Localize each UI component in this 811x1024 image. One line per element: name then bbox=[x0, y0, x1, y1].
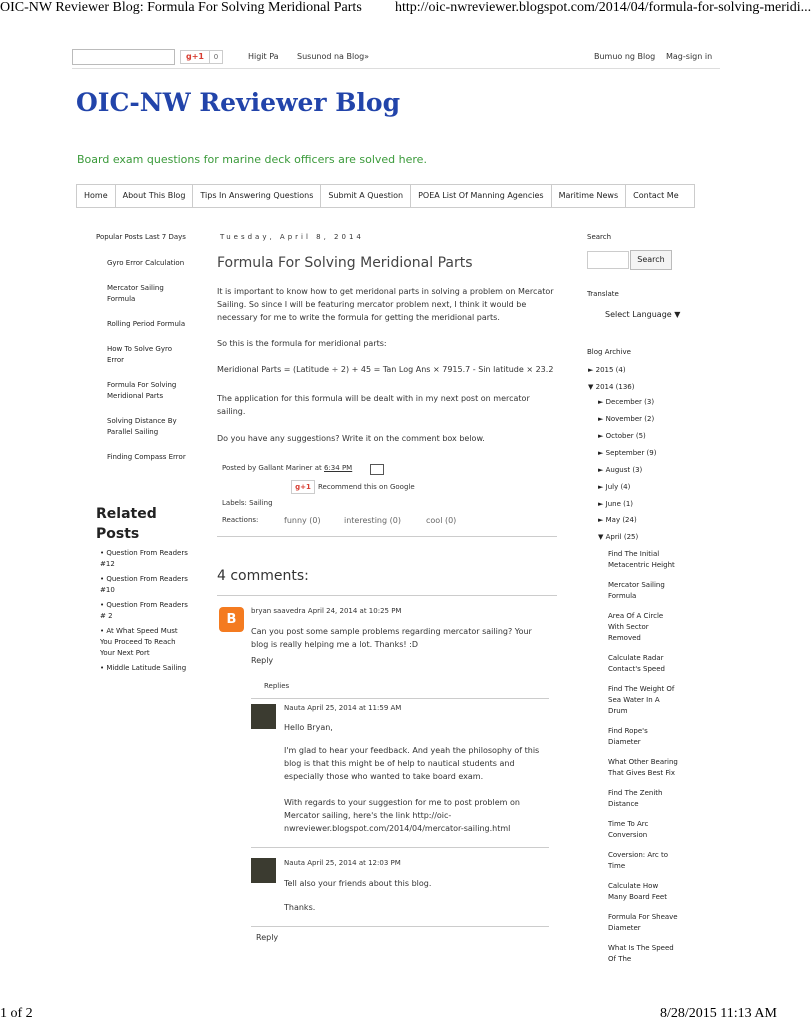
expand-arrow-icon: ► bbox=[598, 466, 604, 474]
archive-month-april[interactable]: ▼ April (25) bbox=[598, 533, 639, 541]
reply-text: Tell also your friends about this blog. bbox=[284, 879, 432, 888]
archive-post-link[interactable]: Mercator Sailing Formula bbox=[608, 581, 665, 600]
related-post-link[interactable]: • Question From Readers # 2 bbox=[100, 601, 188, 620]
search-button[interactable]: Search bbox=[630, 250, 672, 270]
related-post-link[interactable]: • Question From Readers #10 bbox=[100, 575, 188, 594]
search-input[interactable] bbox=[587, 251, 629, 269]
archive-month-october[interactable]: ► October (5) bbox=[598, 432, 646, 440]
archive-post-link[interactable]: Find The Zenith Distance bbox=[608, 789, 663, 808]
language-select[interactable]: Select Language ▼ bbox=[605, 310, 681, 319]
expand-arrow-icon: ► bbox=[598, 500, 604, 508]
archive-post-link[interactable]: Find The Initial Metacentric Height bbox=[608, 550, 675, 569]
translate-heading: Translate bbox=[587, 290, 619, 298]
print-url: http://oic-nwreviewer.blogspot.com/2014/04/formula-for-solving-meridi... bbox=[395, 0, 811, 15]
post-paragraph: Do you have any suggestions? Write it on the comment box below. bbox=[217, 434, 485, 443]
tab-contact[interactable]: Contact Me bbox=[633, 191, 679, 200]
reply-avatar[interactable] bbox=[251, 858, 276, 883]
reply-author[interactable]: Nauta April 25, 2014 at 12:03 PM bbox=[284, 859, 401, 867]
search-heading: Search bbox=[587, 233, 612, 241]
comment-reply-link[interactable]: Reply bbox=[256, 933, 279, 942]
archive-post-link[interactable]: Area Of A Circle With Sector Removed bbox=[608, 612, 664, 642]
post-formula: Meridional Parts = (Latitude ÷ 2) + 45 = Tan Log Ans × 7915.7 - Sin latitude × 23.2 bbox=[217, 365, 554, 374]
tab-poea-list[interactable]: POEA List Of Manning Agencies bbox=[411, 185, 552, 207]
navbar-search-input[interactable] bbox=[72, 49, 175, 65]
post-paragraph: It is important to know how to get meridonal parts in solving a problem on Mercator Sailing. So since I will be featuring mercator problem next, I think it would be necessary for me to write the formula for getting the meridional parts. bbox=[217, 287, 554, 322]
blogger-avatar[interactable] bbox=[219, 607, 244, 632]
reply-author[interactable]: Nauta April 25, 2014 at 11:59 AM bbox=[284, 704, 402, 712]
popular-post-link[interactable]: Rolling Period Formula bbox=[107, 320, 186, 328]
dropdown-arrow-icon: ▼ bbox=[674, 310, 681, 319]
email-post-icon[interactable] bbox=[370, 464, 384, 475]
archive-post-link[interactable]: Formula For Sheave Diameter bbox=[608, 913, 678, 932]
gplus-count: 0 bbox=[209, 50, 223, 64]
collapse-arrow-icon[interactable]: ▼ bbox=[588, 383, 594, 391]
replies-divider bbox=[251, 926, 549, 927]
archive-month-july[interactable]: ► July (4) bbox=[598, 483, 631, 491]
tab-about[interactable]: About This Blog bbox=[116, 185, 194, 207]
archive-post-link[interactable]: Calculate Radar Contact's Speed bbox=[608, 654, 665, 673]
post-timestamp-link[interactable]: 6:34 PM bbox=[324, 464, 353, 472]
archive-month-december[interactable]: ► December (3) bbox=[598, 398, 655, 406]
popular-post-link[interactable]: Formula For Solving Meridional Parts bbox=[107, 381, 177, 400]
navbar-more-link[interactable]: Higit Pa bbox=[248, 52, 279, 61]
blog-description: Board exam questions for marine deck officers are solved here. bbox=[77, 153, 427, 166]
popular-posts-heading: Popular Posts Last 7 Days bbox=[96, 233, 186, 241]
archive-year-2015[interactable]: ► 2015 (4) bbox=[588, 366, 626, 374]
popular-post-link[interactable]: Finding Compass Error bbox=[107, 453, 186, 461]
archive-post-link[interactable]: Find Rope's Diameter bbox=[608, 727, 648, 746]
april-post-list bbox=[608, 549, 678, 974]
comments-divider bbox=[217, 595, 557, 596]
post-title[interactable]: Formula For Solving Meridional Parts bbox=[217, 255, 473, 271]
expand-arrow-icon[interactable]: ► bbox=[588, 366, 594, 374]
tab-submit-question[interactable]: Submit A Question bbox=[321, 185, 411, 207]
archive-month-november[interactable]: ► November (2) bbox=[598, 415, 655, 423]
reply-text: I'm glad to hear your feedback. And yeah the philosophy of this blog is that this might be of help to nautical students and especially those who wanted to take board exam. bbox=[284, 746, 540, 781]
blog-title[interactable]: OIC-NW Reviewer Blog bbox=[76, 88, 401, 117]
popular-post-link[interactable]: Mercator Sailing Formula bbox=[107, 284, 164, 303]
comment-text: Can you post some sample problems regarding mercator sailing? Your blog is really helping me a lot. Thanks! :D bbox=[251, 627, 532, 649]
post-paragraph: So this is the formula for meridional parts: bbox=[217, 339, 387, 348]
archive-heading: Blog Archive bbox=[587, 348, 631, 356]
post-divider bbox=[217, 536, 557, 537]
popular-post-link[interactable]: How To Solve Gyro Error bbox=[107, 345, 173, 364]
recommend-text: Recommend this on Google bbox=[318, 483, 415, 491]
collapse-arrow-icon: ▼ bbox=[598, 533, 604, 541]
comment-reply-link[interactable]: Reply bbox=[251, 656, 274, 665]
tab-home[interactable]: Home bbox=[77, 185, 116, 207]
post-labels[interactable]: Labels: Sailing bbox=[222, 499, 273, 507]
navbar-next-blog-link[interactable]: Susunod na Blog» bbox=[297, 52, 370, 61]
popular-posts-list bbox=[107, 258, 187, 477]
blogger-navbar bbox=[72, 49, 720, 67]
archive-post-link[interactable]: Calculate How Many Board Feet bbox=[608, 882, 667, 901]
print-page-number: 1 of 2 bbox=[0, 1006, 33, 1021]
post-footer-author: Posted by Gallant Mariner at 6:34 PM bbox=[222, 464, 353, 472]
archive-month-may[interactable]: ► May (24) bbox=[598, 516, 637, 524]
page-tabs bbox=[76, 184, 695, 208]
archive-post-link[interactable]: Coversion: Arc to Time bbox=[608, 851, 669, 870]
post-gplus-button[interactable]: g+1 bbox=[291, 480, 315, 494]
related-posts-list bbox=[100, 548, 190, 678]
archive-post-link[interactable]: Find The Weight Of Sea Water In A Drum bbox=[608, 685, 675, 715]
replies-divider bbox=[251, 847, 549, 848]
navbar-create-blog-link[interactable]: Bumuo ng Blog bbox=[594, 52, 656, 61]
navbar-signin-link[interactable]: Mag-sign in bbox=[666, 52, 713, 61]
print-datetime: 8/28/2015 11:13 AM bbox=[660, 1006, 777, 1021]
related-post-link[interactable]: • Question From Readers #12 bbox=[100, 549, 188, 568]
archive-post-link[interactable]: What Other Bearing That Gives Best Fix bbox=[608, 758, 678, 777]
reaction-interesting-checkbox[interactable]: interesting (0) bbox=[344, 516, 401, 525]
expand-arrow-icon: ► bbox=[598, 415, 604, 423]
reply-text: Thanks. bbox=[284, 903, 316, 912]
related-post-link[interactable]: • At What Speed Must You Proceed To Reach Your Next Port bbox=[100, 627, 178, 657]
post-paragraph: The application for this formula will be dealt with in my next post on mercator sailing. bbox=[217, 394, 530, 416]
expand-arrow-icon: ► bbox=[598, 483, 604, 491]
tab-maritime-news[interactable]: Maritime News bbox=[552, 185, 627, 207]
expand-arrow-icon: ► bbox=[598, 432, 604, 440]
gplus-button[interactable]: g+1 bbox=[180, 50, 210, 64]
archive-month-august[interactable]: ► August (3) bbox=[598, 466, 643, 474]
expand-arrow-icon: ► bbox=[598, 516, 604, 524]
comments-heading: 4 comments: bbox=[217, 568, 309, 584]
navbar-divider bbox=[72, 68, 720, 69]
popular-post-link[interactable]: Solving Distance By Parallel Sailing bbox=[107, 417, 177, 436]
related-posts-heading: Related Posts bbox=[96, 506, 157, 542]
reply-avatar[interactable] bbox=[251, 704, 276, 729]
archive-post-link[interactable]: What Is The Speed Of The bbox=[608, 944, 674, 963]
archive-month-september[interactable]: ► September (9) bbox=[598, 449, 657, 457]
reaction-funny-checkbox[interactable]: funny (0) bbox=[284, 516, 321, 525]
expand-arrow-icon: ► bbox=[598, 449, 604, 457]
post-date: Tuesday, April 8, 2014 bbox=[220, 233, 364, 241]
archive-year-2014[interactable]: ▼ 2014 (136) bbox=[588, 383, 635, 391]
reaction-cool-checkbox[interactable]: cool (0) bbox=[426, 516, 457, 525]
popular-post-link[interactable]: Gyro Error Calculation bbox=[107, 259, 185, 267]
replies-label: Replies bbox=[264, 682, 290, 690]
print-page-title: OIC-NW Reviewer Blog: Formula For Solving Meridional Parts bbox=[0, 0, 362, 15]
archive-month-june[interactable]: ► June (1) bbox=[598, 500, 634, 508]
reply-text: With regards to your suggestion for me to post problem on Mercator sailing, here's the link http://oic-nwreviewer.blogspot.com/2014/04/mercator-sailing.html bbox=[284, 798, 520, 833]
replies-divider bbox=[251, 698, 549, 699]
tab-tips[interactable]: Tips In Answering Questions bbox=[193, 185, 321, 207]
archive-post-link[interactable]: Time To Arc Conversion bbox=[608, 820, 649, 839]
comment-author[interactable]: bryan saavedra April 24, 2014 at 10:25 PM bbox=[251, 607, 402, 615]
related-post-link[interactable]: • Middle Latitude Sailing bbox=[100, 664, 187, 672]
expand-arrow-icon: ► bbox=[598, 398, 604, 406]
reply-text: Hello Bryan, bbox=[284, 723, 333, 732]
reactions-label: Reactions: bbox=[222, 516, 259, 524]
